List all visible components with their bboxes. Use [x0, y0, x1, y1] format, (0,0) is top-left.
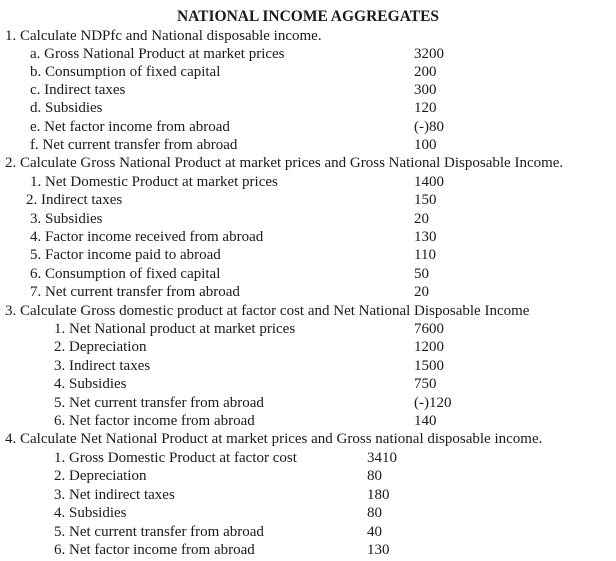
q3-item-label: 1. Net National product at market prices	[54, 321, 296, 337]
q3-item-value: 7600	[414, 321, 444, 337]
q1-item-label: f. Net current transfer from abroad	[30, 137, 238, 153]
q2-item-label: 2. Indirect taxes	[26, 192, 123, 208]
q3-item-label: 5. Net current transfer from abroad	[54, 395, 264, 411]
q2-item-label: 5. Factor income paid to abroad	[30, 247, 221, 263]
q2-item-value: 20	[414, 211, 429, 227]
q3-item-value: (-)120	[414, 395, 452, 411]
q3-item-value: 1200	[414, 339, 444, 355]
q2-item-value: 110	[414, 247, 436, 263]
q1-item-value: 200	[414, 64, 437, 80]
question-4-heading: 4. Calculate Net National Product at market prices and Gross national disposable income.	[5, 431, 543, 447]
q3-item-value: 750	[414, 376, 437, 392]
q2-item-label: 3. Subsidies	[30, 211, 103, 227]
q1-item-value: 100	[414, 137, 437, 153]
q1-item-label: c. Indirect taxes	[30, 82, 126, 98]
q4-item-label: 6. Net factor income from abroad	[54, 542, 255, 558]
q4-item-label: 1. Gross Domestic Product at factor cost	[54, 450, 297, 466]
q4-item-label: 4. Subsidies	[54, 505, 127, 521]
q1-item-label: d. Subsidies	[30, 100, 103, 116]
q4-item-value: 80	[367, 505, 382, 521]
question-1-heading: 1. Calculate NDPfc and National disposable income.	[5, 28, 322, 44]
page-title: NATIONAL INCOME AGGREGATES	[176, 8, 440, 25]
q1-item-value: 3200	[414, 46, 444, 62]
question-2-heading: 2. Calculate Gross National Product at market prices and Gross National Disposable Income.	[5, 155, 564, 171]
q2-item-label: 1. Net Domestic Product at market prices	[30, 174, 278, 190]
q2-item-label: 4. Factor income received from abroad	[30, 229, 264, 245]
q3-item-label: 2. Depreciation	[54, 339, 147, 355]
q2-item-label: 7. Net current transfer from abroad	[30, 284, 240, 300]
question-3-heading: 3. Calculate Gross domestic product at factor cost and Net National Disposable Income	[5, 303, 530, 319]
q2-item-value: 20	[414, 284, 429, 300]
q4-item-label: 5. Net current transfer from abroad	[54, 524, 264, 540]
q1-item-label: a. Gross National Product at market prices	[30, 46, 285, 62]
q4-item-value: 130	[367, 542, 390, 558]
q1-item-label: e. Net factor income from abroad	[30, 119, 230, 135]
q3-item-value: 1500	[414, 358, 444, 374]
q1-item-label: b. Consumption of fixed capital	[30, 64, 221, 80]
q1-item-value: 300	[414, 82, 437, 98]
q3-item-label: 4. Subsidies	[54, 376, 127, 392]
q4-item-value: 180	[367, 487, 390, 503]
q3-item-label: 6. Net factor income from abroad	[54, 413, 255, 429]
q4-item-value: 40	[367, 524, 382, 540]
q2-item-value: 150	[414, 192, 437, 208]
q2-item-value: 130	[414, 229, 437, 245]
q3-item-value: 140	[414, 413, 437, 429]
q4-item-value: 80	[367, 468, 382, 484]
q2-item-value: 50	[414, 266, 429, 282]
q3-item-label: 3. Indirect taxes	[54, 358, 151, 374]
q4-item-label: 3. Net indirect taxes	[54, 487, 175, 503]
q4-item-value: 3410	[367, 450, 397, 466]
q4-item-label: 2. Depreciation	[54, 468, 147, 484]
q2-item-label: 6. Consumption of fixed capital	[30, 266, 221, 282]
q1-item-value: 120	[414, 100, 437, 116]
q2-item-value: 1400	[414, 174, 444, 190]
q1-item-value: (-)80	[414, 119, 444, 135]
